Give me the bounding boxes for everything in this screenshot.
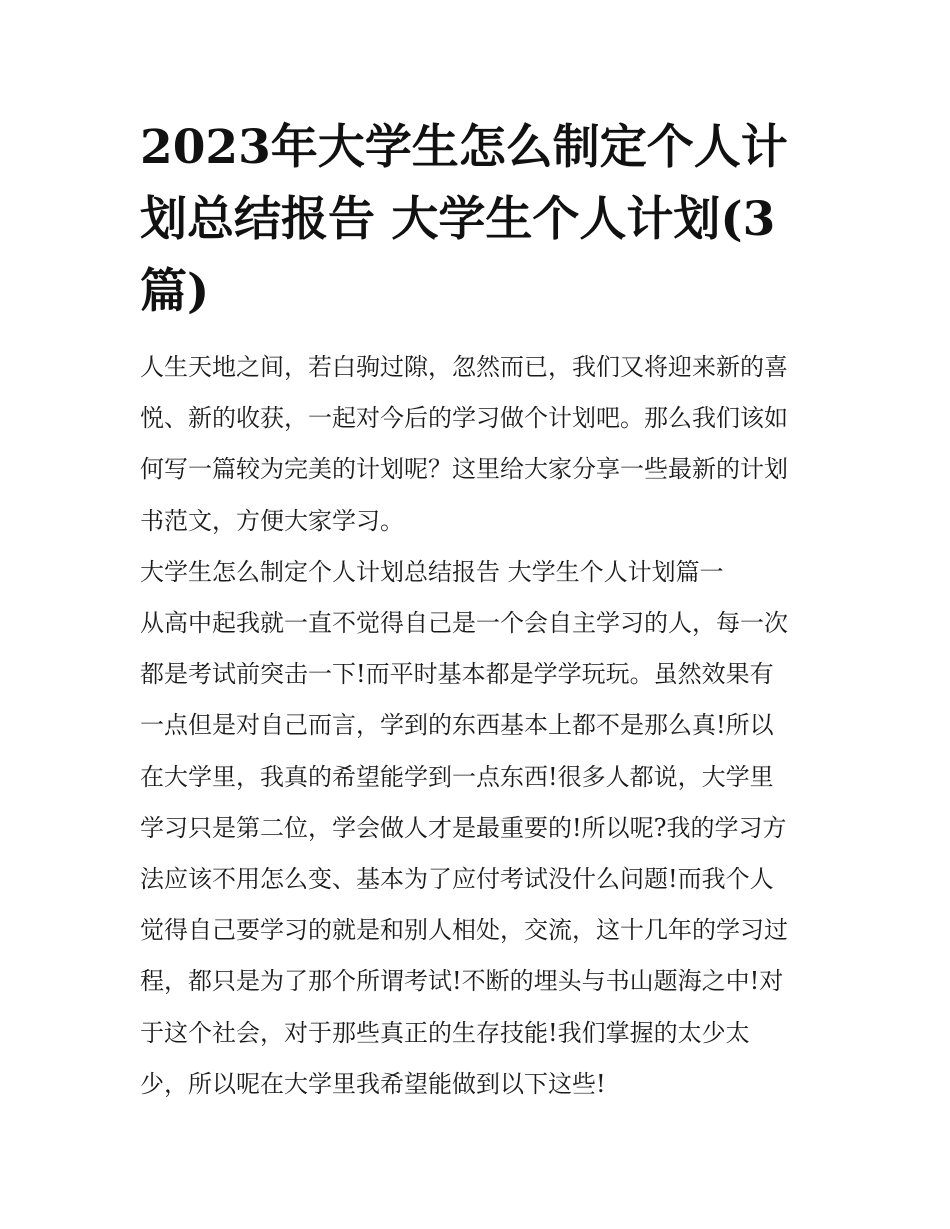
- intro-paragraph: [140, 342, 812, 547]
- section-heading: 大学生怎么制定个人计划总结报告 大学生个人计划篇一: [140, 557, 724, 586]
- text-line: 学习只是第二位，学会做人才是最重要的!所以呢?我的学习方: [140, 813, 787, 842]
- text-line: 法应该不用怎么变、基本为了应付考试没什么问题!而我个人: [140, 865, 774, 894]
- text-line: 从高中起我就一直不觉得自己是一个会自主学习的人，每一次: [140, 609, 788, 638]
- text-line: 人生天地之间，若白驹过隙，忽然而已，我们又将迎来新的喜: [140, 353, 788, 381]
- section-paragraph: [140, 598, 812, 1110]
- text-line: 悦、新的收获，一起对今后的学习做个计划吧。那么我们该如: [140, 404, 788, 433]
- text-line: 程，都只是为了那个所谓考试!不断的埋头与书山题海之中!对: [140, 967, 784, 996]
- text-line: 一点但是对自己而言，学到的东西基本上都不是那么真!所以: [140, 711, 774, 740]
- text-line: 何写一篇较为完美的计划呢？这里给大家分享一些最新的计划: [140, 455, 788, 484]
- title-line: 划总结报告 大学生个人计划(3: [140, 192, 776, 247]
- text-line: 在大学里，我真的希望能学到一点东西!很多人都说，大学里: [140, 762, 774, 791]
- text-line: 于这个社会，对于那些真正的生存技能!我们掌握的太少太: [140, 1018, 750, 1047]
- document-title: [140, 112, 812, 328]
- text-line: 觉得自己要学习的就是和别人相处，交流，这十几年的学习过: [140, 916, 788, 945]
- text-line: 都是考试前突击一下!而平时基本都是学学玩玩。虽然效果有: [140, 660, 774, 689]
- title-line: 篇): [140, 264, 210, 319]
- document-body: [140, 342, 812, 1110]
- document-page: [140, 112, 812, 1110]
- title-line: 2023年大学生怎么制定个人计: [140, 120, 788, 175]
- text-line: 少，所以呢在大学里我希望能做到以下这些!: [140, 1069, 606, 1098]
- text-line: 书范文，方便大家学习。: [140, 506, 404, 535]
